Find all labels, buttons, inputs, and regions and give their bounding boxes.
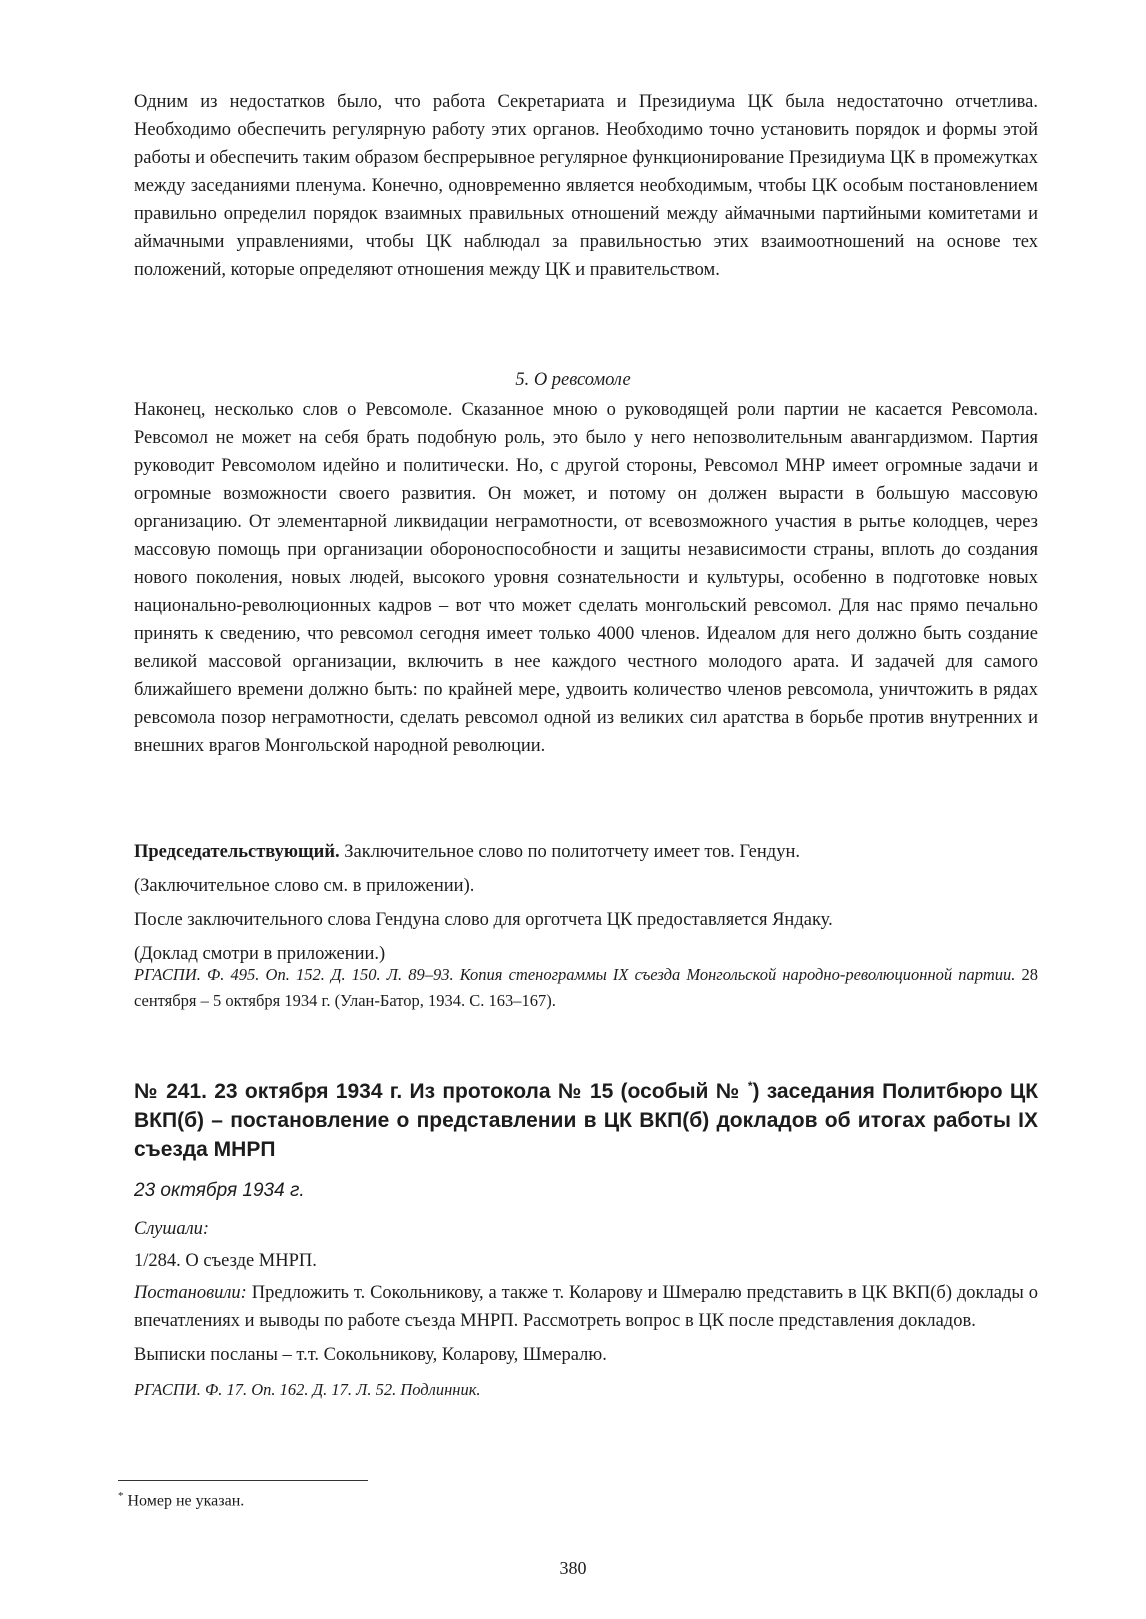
footnote-marker: * — [747, 1079, 753, 1093]
extracts-sent: Выписки посланы – т.т. Сокольникову, Коларову, Шмералю. — [134, 1345, 607, 1365]
paragraph-cc-work — [134, 88, 1038, 284]
chair-text: Заключительное слово по политотчету имеет тов. Гендун. — [344, 842, 800, 862]
text-after-closing: После заключительного слова Гендуна слово для орготчета ЦК предоставляется Яндаку. — [134, 910, 833, 930]
source-citation-1-italic: РГАСПИ. Ф. 495. Оп. 152. Д. 150. Л. 89–93. Копия стенограммы IX съезда Монгольской народно-революционной партии. — [134, 965, 1016, 984]
footnote — [118, 1490, 244, 1510]
footnote-star: * — [118, 1490, 124, 1502]
document-title-part2: ) заседания Политбюро ЦК ВКП(б) – постановление о представлении в ЦК ВКП(б) докладов об итогах работы IX съезда МНРП — [134, 1080, 1039, 1161]
section-heading — [0, 366, 1146, 394]
section-title: О ревсомоле — [533, 370, 631, 390]
paragraph-cc-work-text: Одним из недостатков было, что работа Секретариата и Президиума ЦК была недостаточно отчетлива. Необходимо обеспечить регулярную работу этих органов. Необходимо точно установить порядок и формы этой работы и обеспечить таким образом беспрерывное регулярное функционирование Президиума ЦК в промежутках между заседаниями пленума. Конечно, одновременно является необходимым, чтобы ЦК особым постановлением правильно определил порядок взаимных правильных отношений между аймачными партийными комитетами и аймачными управлениями, чтобы ЦК наблюдал за правильностью этих взаимоотношений на основе тех положений, которые определяют отношения между ЦК и правительством. — [134, 92, 1038, 280]
source-citation-2: РГАСПИ. Ф. 17. Оп. 162. Д. 17. Л. 52. Подлинник. — [134, 1380, 481, 1399]
chair-label: Председательствующий. — [134, 842, 340, 862]
resolved-label: Постановили: — [134, 1283, 247, 1303]
chair-line — [134, 838, 1038, 866]
footnote-divider — [118, 1480, 368, 1481]
document-title-part1: № 241. 23 октября 1934 г. Из протокола № 15 (особый № — [134, 1080, 741, 1103]
chair-block — [134, 838, 1038, 968]
paragraph-revsomol-text: Наконец, несколько слов о Ревсомоле. Сказанное мною о руководящей роли партии не касается Ревсомола. Ревсомол не может на себя брать подобную роль, это было у него непозволительным авангардизмом. Партия руководит Ревсомолом идейно и политически. Но, с другой стороны, Ревсомол МНР имеет огромные задачи и огромные возможности своего развития. Он может, и потому он должен вырасти в большую массовую организацию. От элементарной ликвидации неграмотности, от всевозможного участия в рытье колодцев, через массовую помощь при организации обороноспособности и защиты независимости страны, вплоть до создания нового поколения, новых людей, высокого уровня сознательности и культуры, особенно в подготовке новых национально-революционных кадров – вот что может сделать монгольский ревсомол. Для нас прямо печально принять к сведению, что ревсомол сегодня имеет только 4000 членов. Идеалом для него должно быть создание великой массовой организации, включить в нее каждого честного молодого арата. И задачей для самого ближайшего времени должно быть: по крайней мере, удвоить количество членов ревсомола, уничтожить в рядах ревсомола позор неграмотности, сделать ревсомол одной из великих сил аратства в борьбе против внутренних и внешних врагов Монгольской народной революции. — [134, 400, 1038, 756]
section-number: 5. — [515, 370, 530, 390]
heard-text: 1/284. О съезде МНРП. — [134, 1251, 317, 1271]
document-date: 23 октября 1934 г. — [134, 1180, 305, 1201]
source-citation-1 — [134, 962, 1038, 1014]
resolved-text: Предложить т. Сокольникову, а также т. Коларову и Шмералю представить в ЦК ВКП(б) доклады о впечатлениях и выводы по работе съезда МНРП. Рассмотреть вопрос в ЦК после представления докладов. — [134, 1283, 1038, 1331]
note-closing-word: (Заключительное слово см. в приложении). — [134, 876, 475, 896]
heard-label: Слушали: — [134, 1219, 210, 1239]
source-citation-1-plain: 28 сентября – 5 октября 1934 г. (Улан-Батор, 1934. С. 163–167). — [134, 965, 1038, 1010]
resolved-paragraph — [134, 1279, 1038, 1335]
paragraph-revsomol — [134, 396, 1038, 760]
protocol-block — [134, 1215, 1038, 1403]
document-title — [134, 1072, 1038, 1164]
page-number: 380 — [559, 1558, 587, 1578]
note-report: (Доклад смотри в приложении.) — [134, 944, 386, 964]
footnote-text: Номер не указан. — [127, 1492, 245, 1510]
